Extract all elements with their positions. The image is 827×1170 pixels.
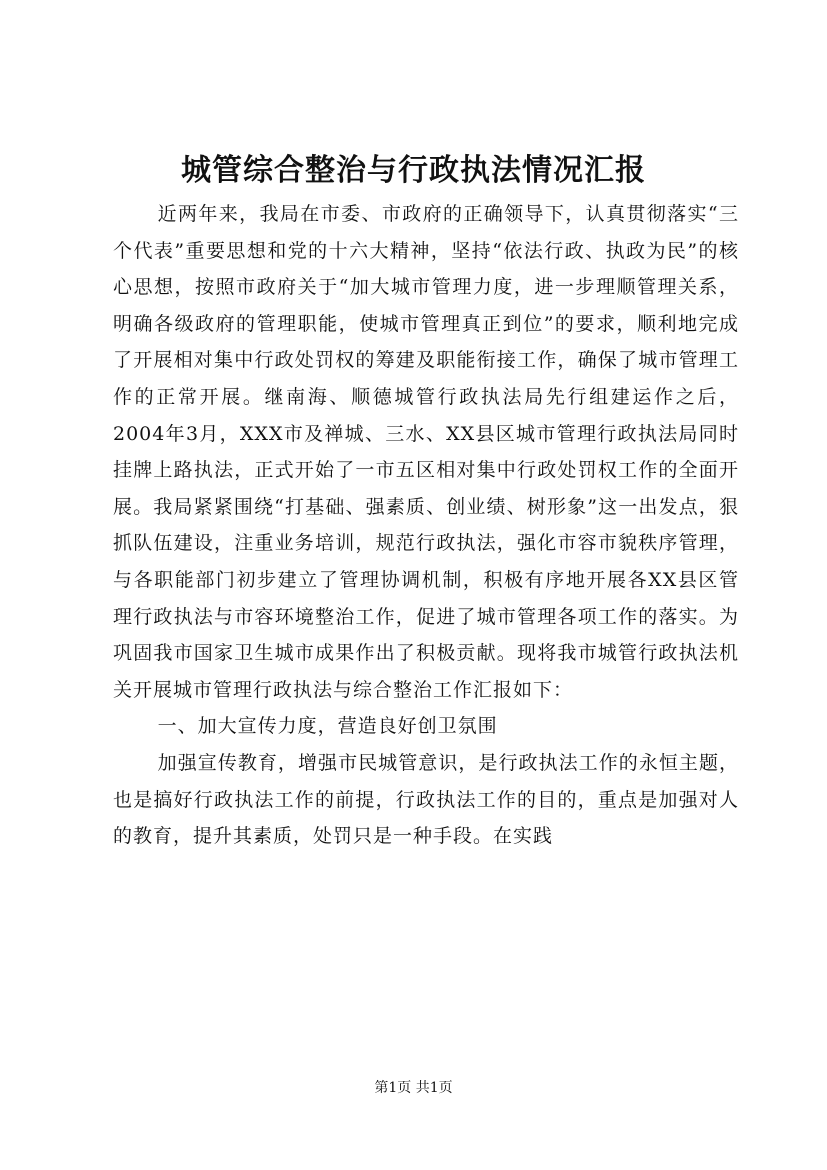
paragraph-intro: 近两年来，我局在市委、市政府的正确领导下，认真贯彻落实“三个代表”重要思想和党的十六大精神，坚持“依法行政、执政为民”的核心思想，按照市政府关于“加大城市管理力度，进一步理顺管理关系，明确各级政府的管理职能，使城市管理真正到位”的要求，顺利地完成了开展相对集中行政处罚权的筹建及职能衔接工作，确保了城市管理工作的正常开展。继南海、顺德城管行政执法局先行组建运作之后，2004年3月，XXX市及禅城、三水、XX县区城市管理行政执法局同时挂牌上路执法，正式开始了一市五区相对集中行政处罚权工作的全面开展。我局紧紧围绕“打基础、强素质、创业绩、树形象”这一出发点，狠抓队伍建设，注重业务培训，规范行政执法，强化市容市貌秩序管理，与各职能部门初步建立了管理协调机制，积极有序地开展各XX县区管理行政执法与市容环境整治工作，促进了城市管理各项工作的落实。为巩固我市国家卫生城市成果作出了积极贡献。现将我市城管行政执法机关开展城市管理行政执法与综合整治工作汇报如下： bbox=[113, 203, 739, 701]
section-heading-1: 一、加大宣传力度，营造良好创卫氛围 bbox=[157, 715, 498, 738]
document-body bbox=[113, 196, 739, 855]
document-title: 城管综合整治与行政执法情况汇报 bbox=[181, 153, 646, 188]
paragraph-section-1: 加强宣传教育，增强市民城管意识，是行政执法工作的永恒主题，也是搞好行政执法工作的前提，行政执法工作的目的，重点是加强对人的教育，提升其素质，处罚只是一种手段。在实践 bbox=[113, 751, 739, 848]
page-footer: 第1页 共1页 bbox=[374, 1080, 453, 1096]
